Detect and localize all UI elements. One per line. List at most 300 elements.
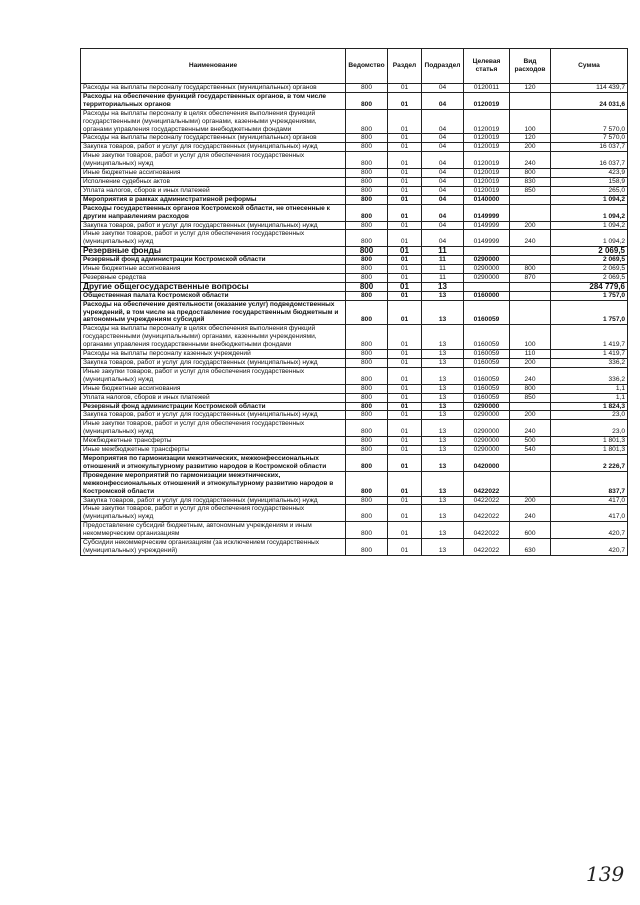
row-dept-cell: 800 (346, 325, 388, 350)
row-name-cell: Резервные средства (81, 273, 346, 282)
row-dept-cell: 800 (346, 256, 388, 265)
table-row (81, 471, 628, 496)
row-section-cell: 01 (388, 359, 422, 368)
row-target-cell: 0290000 (464, 420, 510, 437)
row-exptype-cell: 200 (510, 143, 551, 152)
row-name-cell: Резервный фонд администрации Костромской области (81, 256, 346, 265)
row-name-cell: Уплата налогов, сборов и иных платежей (81, 393, 346, 402)
table-row (81, 247, 628, 256)
row-name-cell: Закупка товаров, работ и услуг для государственных (муниципальных) нужд (81, 359, 346, 368)
row-sum-cell: 1 419,7 (551, 325, 628, 350)
row-exptype-cell: 630 (510, 539, 551, 556)
row-section-cell: 01 (388, 420, 422, 437)
row-exptype-cell: 100 (510, 109, 551, 134)
row-subsection-cell: 13 (422, 420, 464, 437)
row-subsection-cell: 04 (422, 221, 464, 230)
row-exptype-cell (510, 454, 551, 471)
row-name-cell: Мероприятия по гармонизации межэтнических, межконфессиональных отношений и этнокультурному развитию народов в Костромской области (81, 454, 346, 471)
row-target-cell: 0290000 (464, 256, 510, 265)
row-sum-cell: 114 439,7 (551, 84, 628, 93)
row-section-cell: 01 (388, 169, 422, 178)
table-row (81, 134, 628, 143)
row-dept-cell: 800 (346, 177, 388, 186)
row-exptype-cell: 200 (510, 359, 551, 368)
row-dept-cell: 800 (346, 420, 388, 437)
row-name-cell: Расходы на выплаты персоналу в целях обеспечения выполнения функций государственными (муниципальными) органами, казенными учреждениями, органами управления государственными внебюджетными фондами (81, 325, 346, 350)
table-row (81, 367, 628, 384)
row-dept-cell: 800 (346, 186, 388, 195)
table-row (81, 539, 628, 556)
row-section-cell: 01 (388, 256, 422, 265)
row-exptype-cell: 110 (510, 350, 551, 359)
row-sum-cell: 2 069,5 (551, 273, 628, 282)
row-exptype-cell: 800 (510, 384, 551, 393)
table-row (81, 505, 628, 522)
row-sum-cell: 1 094,2 (551, 204, 628, 221)
row-sum-cell: 7 570,0 (551, 109, 628, 134)
row-section-cell: 01 (388, 273, 422, 282)
row-exptype-cell (510, 291, 551, 300)
table-row (81, 282, 628, 291)
row-sum-cell: 336,2 (551, 359, 628, 368)
table-row (81, 230, 628, 247)
row-dept-cell: 800 (346, 437, 388, 446)
row-name-cell: Закупка товаров, работ и услуг для государственных (муниципальных) нужд (81, 496, 346, 505)
row-dept-cell: 800 (346, 221, 388, 230)
row-dept-cell: 800 (346, 522, 388, 539)
row-sum-cell: 423,9 (551, 169, 628, 178)
row-name-cell: Иные закупки товаров, работ и услуг для обеспечения государственных (муниципальных) нужд (81, 230, 346, 247)
row-name-cell: Иные бюджетные ассигнования (81, 384, 346, 393)
row-sum-cell: 2 069,5 (551, 247, 628, 256)
row-dept-cell: 800 (346, 84, 388, 93)
table-row (81, 84, 628, 93)
row-section-cell: 01 (388, 186, 422, 195)
row-target-cell: 0160059 (464, 384, 510, 393)
row-section-cell: 01 (388, 300, 422, 325)
row-subsection-cell: 11 (422, 256, 464, 265)
row-target-cell: 0120019 (464, 143, 510, 152)
row-sum-cell: 23,0 (551, 411, 628, 420)
table-body (81, 84, 628, 556)
row-exptype-cell: 120 (510, 134, 551, 143)
page-number: 139 (586, 862, 625, 886)
row-exptype-cell (510, 92, 551, 109)
row-target-cell: 0120019 (464, 134, 510, 143)
table-row (81, 143, 628, 152)
row-subsection-cell: 13 (422, 454, 464, 471)
header-section: Раздел (388, 49, 422, 84)
row-sum-cell: 417,0 (551, 496, 628, 505)
row-subsection-cell: 13 (422, 359, 464, 368)
row-section-cell: 01 (388, 282, 422, 291)
row-section-cell: 01 (388, 393, 422, 402)
row-subsection-cell: 04 (422, 230, 464, 247)
row-name-cell: Закупка товаров, работ и услуг для государственных (муниципальных) нужд (81, 143, 346, 152)
row-target-cell: 0160059 (464, 393, 510, 402)
row-dept-cell: 800 (346, 230, 388, 247)
row-name-cell: Резервный фонд администрации Костромской области (81, 402, 346, 411)
row-name-cell: Предоставление субсидий бюджетным, автономным учреждениям и иным некоммерческим организациям (81, 522, 346, 539)
row-section-cell: 01 (388, 247, 422, 256)
row-exptype-cell: 830 (510, 177, 551, 186)
row-section-cell: 01 (388, 325, 422, 350)
row-target-cell: 0120019 (464, 92, 510, 109)
table-row (81, 186, 628, 195)
row-target-cell: 0290000 (464, 265, 510, 274)
row-sum-cell: 265,0 (551, 186, 628, 195)
table-row (81, 256, 628, 265)
row-name-cell: Уплата налогов, сборов и иных платежей (81, 186, 346, 195)
row-sum-cell: 1 801,3 (551, 437, 628, 446)
row-subsection-cell: 04 (422, 109, 464, 134)
row-sum-cell: 417,0 (551, 505, 628, 522)
row-exptype-cell: 200 (510, 411, 551, 420)
table-row (81, 496, 628, 505)
row-subsection-cell: 13 (422, 402, 464, 411)
row-target-cell: 0422022 (464, 505, 510, 522)
row-name-cell: Иные закупки товаров, работ и услуг для обеспечения государственных (муниципальных) нужд (81, 367, 346, 384)
row-name-cell: Субсидии некоммерческим организациям (за исключением государственных (муниципальных) учреждений) (81, 539, 346, 556)
row-dept-cell: 800 (346, 539, 388, 556)
row-dept-cell: 800 (346, 384, 388, 393)
row-name-cell: Резервные фонды (81, 247, 346, 256)
row-exptype-cell (510, 282, 551, 291)
row-exptype-cell: 240 (510, 367, 551, 384)
row-sum-cell: 2 069,5 (551, 265, 628, 274)
row-sum-cell: 1,1 (551, 384, 628, 393)
row-subsection-cell: 11 (422, 273, 464, 282)
table-row (81, 325, 628, 350)
row-subsection-cell: 11 (422, 265, 464, 274)
table-row (81, 300, 628, 325)
row-name-cell: Иные закупки товаров, работ и услуг для обеспечения государственных (муниципальных) нужд (81, 152, 346, 169)
row-sum-cell: 2 069,5 (551, 256, 628, 265)
row-target-cell: 0140000 (464, 195, 510, 204)
row-target-cell: 0422022 (464, 471, 510, 496)
row-sum-cell: 284 779,6 (551, 282, 628, 291)
row-subsection-cell: 04 (422, 143, 464, 152)
row-target-cell: 0160059 (464, 350, 510, 359)
row-dept-cell: 800 (346, 265, 388, 274)
row-exptype-cell: 540 (510, 446, 551, 455)
row-name-cell: Иные закупки товаров, работ и услуг для обеспечения государственных (муниципальных) нужд (81, 505, 346, 522)
row-name-cell: Закупка товаров, работ и услуг для государственных (муниципальных) нужд (81, 411, 346, 420)
row-sum-cell: 420,7 (551, 539, 628, 556)
header-sum: Сумма (551, 49, 628, 84)
row-dept-cell: 800 (346, 204, 388, 221)
budget-sheet (80, 48, 627, 556)
table-row (81, 446, 628, 455)
row-dept-cell: 800 (346, 92, 388, 109)
row-name-cell: Межбюджетные трансферты (81, 437, 346, 446)
row-subsection-cell: 04 (422, 177, 464, 186)
header-row (81, 49, 628, 84)
row-subsection-cell: 04 (422, 84, 464, 93)
table-row (81, 177, 628, 186)
row-sum-cell: 16 037,7 (551, 152, 628, 169)
row-subsection-cell: 13 (422, 522, 464, 539)
row-section-cell: 01 (388, 221, 422, 230)
row-dept-cell: 800 (346, 282, 388, 291)
row-name-cell: Расходы на выплаты персоналу государственных (муниципальных) органов (81, 84, 346, 93)
row-exptype-cell: 240 (510, 505, 551, 522)
row-exptype-cell (510, 256, 551, 265)
row-dept-cell: 800 (346, 411, 388, 420)
row-subsection-cell: 13 (422, 496, 464, 505)
row-dept-cell: 800 (346, 359, 388, 368)
table-row (81, 420, 628, 437)
row-dept-cell: 800 (346, 393, 388, 402)
table-row (81, 402, 628, 411)
row-dept-cell: 800 (346, 446, 388, 455)
header-target: Целевая статья (464, 49, 510, 84)
row-exptype-cell: 600 (510, 522, 551, 539)
row-sum-cell: 158,9 (551, 177, 628, 186)
row-target-cell: 0160059 (464, 300, 510, 325)
row-subsection-cell: 04 (422, 134, 464, 143)
row-section-cell: 01 (388, 446, 422, 455)
row-sum-cell: 2 226,7 (551, 454, 628, 471)
row-section-cell: 01 (388, 522, 422, 539)
table-row (81, 411, 628, 420)
row-target-cell: 0120019 (464, 186, 510, 195)
row-section-cell: 01 (388, 437, 422, 446)
row-dept-cell: 800 (346, 454, 388, 471)
row-exptype-cell: 200 (510, 496, 551, 505)
row-exptype-cell: 240 (510, 230, 551, 247)
table-row (81, 204, 628, 221)
row-sum-cell: 1 094,2 (551, 221, 628, 230)
table-row (81, 92, 628, 109)
row-dept-cell: 800 (346, 496, 388, 505)
row-dept-cell: 800 (346, 367, 388, 384)
row-name-cell: Проведение мероприятий по гармонизации межэтнических, межконфессиональных отношений и этнокультурному развитию народов в Костромской области (81, 471, 346, 496)
row-name-cell: Исполнение судебных актов (81, 177, 346, 186)
row-target-cell (464, 282, 510, 291)
row-name-cell: Иные межбюджетные трансферты (81, 446, 346, 455)
row-dept-cell: 800 (346, 471, 388, 496)
row-dept-cell: 800 (346, 143, 388, 152)
row-subsection-cell: 13 (422, 300, 464, 325)
row-target-cell: 0420000 (464, 454, 510, 471)
row-dept-cell: 800 (346, 300, 388, 325)
table-row (81, 291, 628, 300)
row-sum-cell: 1 419,7 (551, 350, 628, 359)
row-target-cell: 0160059 (464, 359, 510, 368)
row-dept-cell: 800 (346, 247, 388, 256)
row-dept-cell: 800 (346, 273, 388, 282)
row-target-cell: 0290000 (464, 446, 510, 455)
row-subsection-cell: 13 (422, 350, 464, 359)
row-section-cell: 01 (388, 195, 422, 204)
header-exptype: Вид расходов (510, 49, 551, 84)
row-exptype-cell: 240 (510, 152, 551, 169)
row-exptype-cell (510, 204, 551, 221)
table-row (81, 393, 628, 402)
table-row (81, 152, 628, 169)
row-target-cell: 0120011 (464, 84, 510, 93)
row-name-cell: Расходы на обеспечение функций государственных органов, в том числе территориальных органов (81, 92, 346, 109)
row-exptype-cell: 800 (510, 265, 551, 274)
row-section-cell: 01 (388, 230, 422, 247)
row-target-cell: 0149999 (464, 230, 510, 247)
row-dept-cell: 800 (346, 169, 388, 178)
row-target-cell: 0290000 (464, 437, 510, 446)
row-sum-cell: 336,2 (551, 367, 628, 384)
row-target-cell (464, 247, 510, 256)
table-row (81, 522, 628, 539)
row-exptype-cell (510, 300, 551, 325)
row-exptype-cell: 870 (510, 273, 551, 282)
row-target-cell: 0149999 (464, 221, 510, 230)
row-exptype-cell (510, 195, 551, 204)
row-name-cell: Иные бюджетные ассигнования (81, 169, 346, 178)
row-exptype-cell (510, 402, 551, 411)
header-name: Наименование (81, 49, 346, 84)
row-subsection-cell: 11 (422, 247, 464, 256)
row-section-cell: 01 (388, 109, 422, 134)
row-subsection-cell: 04 (422, 204, 464, 221)
row-sum-cell: 1 094,2 (551, 230, 628, 247)
row-target-cell: 0120019 (464, 177, 510, 186)
row-dept-cell: 800 (346, 152, 388, 169)
table-row (81, 265, 628, 274)
table-row (81, 437, 628, 446)
row-section-cell: 01 (388, 177, 422, 186)
row-section-cell: 01 (388, 402, 422, 411)
row-target-cell: 0160000 (464, 291, 510, 300)
row-section-cell: 01 (388, 152, 422, 169)
table-row (81, 359, 628, 368)
row-exptype-cell: 120 (510, 84, 551, 93)
header-subsection: Подраздел (422, 49, 464, 84)
row-exptype-cell: 240 (510, 420, 551, 437)
row-exptype-cell: 200 (510, 221, 551, 230)
row-name-cell: Другие общегосударственные вопросы (81, 282, 346, 291)
row-exptype-cell: 800 (510, 169, 551, 178)
row-dept-cell: 800 (346, 109, 388, 134)
row-dept-cell: 800 (346, 134, 388, 143)
budget-table (80, 48, 628, 556)
row-subsection-cell: 13 (422, 446, 464, 455)
table-row (81, 221, 628, 230)
row-target-cell: 0149999 (464, 204, 510, 221)
row-sum-cell: 16 037,7 (551, 143, 628, 152)
row-target-cell: 0120019 (464, 152, 510, 169)
row-target-cell: 0120019 (464, 109, 510, 134)
row-section-cell: 01 (388, 367, 422, 384)
row-dept-cell: 800 (346, 402, 388, 411)
row-exptype-cell: 100 (510, 325, 551, 350)
row-target-cell: 0160059 (464, 325, 510, 350)
row-subsection-cell: 13 (422, 411, 464, 420)
row-sum-cell: 1 757,0 (551, 300, 628, 325)
row-subsection-cell: 13 (422, 325, 464, 350)
row-subsection-cell: 13 (422, 505, 464, 522)
row-target-cell: 0120019 (464, 169, 510, 178)
row-target-cell: 0290000 (464, 411, 510, 420)
row-exptype-cell: 850 (510, 393, 551, 402)
row-section-cell: 01 (388, 350, 422, 359)
row-section-cell: 01 (388, 471, 422, 496)
row-sum-cell: 23,0 (551, 420, 628, 437)
row-sum-cell: 24 031,6 (551, 92, 628, 109)
row-sum-cell: 837,7 (551, 471, 628, 496)
row-subsection-cell: 13 (422, 437, 464, 446)
row-name-cell: Мероприятия в рамках административной реформы (81, 195, 346, 204)
row-subsection-cell: 04 (422, 169, 464, 178)
row-section-cell: 01 (388, 505, 422, 522)
row-section-cell: 01 (388, 291, 422, 300)
row-subsection-cell: 04 (422, 195, 464, 204)
row-target-cell: 0422022 (464, 496, 510, 505)
row-exptype-cell: 850 (510, 186, 551, 195)
row-name-cell: Расходы на выплаты персоналу в целях обеспечения выполнения функций государственными (муниципальными) органами, казенными учреждениями, органами управления государственными внебюджетными фондами (81, 109, 346, 134)
row-name-cell: Расходы на выплаты персоналу государственных (муниципальных) органов (81, 134, 346, 143)
row-sum-cell: 1 801,3 (551, 446, 628, 455)
row-subsection-cell: 13 (422, 291, 464, 300)
row-subsection-cell: 13 (422, 539, 464, 556)
row-sum-cell: 7 570,0 (551, 134, 628, 143)
row-subsection-cell: 13 (422, 393, 464, 402)
row-name-cell: Общественная палата Костромской области (81, 291, 346, 300)
row-sum-cell: 1 094,2 (551, 195, 628, 204)
row-subsection-cell: 13 (422, 471, 464, 496)
row-sum-cell: 1,1 (551, 393, 628, 402)
row-sum-cell: 420,7 (551, 522, 628, 539)
row-exptype-cell: 500 (510, 437, 551, 446)
row-name-cell: Расходы на обеспечение деятельности (оказание услуг) подведомственных учреждений, в том числе на предоставление государственным бюджетным и автономным учреждениям субсидий (81, 300, 346, 325)
row-name-cell: Закупка товаров, работ и услуг для государственных (муниципальных) нужд (81, 221, 346, 230)
row-subsection-cell: 04 (422, 186, 464, 195)
row-subsection-cell: 13 (422, 367, 464, 384)
header-dept: Ведомство (346, 49, 388, 84)
row-section-cell: 01 (388, 84, 422, 93)
row-section-cell: 01 (388, 134, 422, 143)
row-name-cell: Расходы на выплаты персоналу казенных учреждений (81, 350, 346, 359)
row-section-cell: 01 (388, 204, 422, 221)
row-section-cell: 01 (388, 496, 422, 505)
table-row (81, 169, 628, 178)
row-exptype-cell (510, 247, 551, 256)
row-section-cell: 01 (388, 454, 422, 471)
row-name-cell: Расходы государственных органов Костромской области, не отнесенные к другим направлениям расходов (81, 204, 346, 221)
row-sum-cell: 1 757,0 (551, 291, 628, 300)
row-target-cell: 0422022 (464, 522, 510, 539)
row-name-cell: Иные бюджетные ассигнования (81, 265, 346, 274)
row-section-cell: 01 (388, 265, 422, 274)
row-section-cell: 01 (388, 92, 422, 109)
row-section-cell: 01 (388, 411, 422, 420)
row-subsection-cell: 13 (422, 282, 464, 291)
row-target-cell: 0290000 (464, 273, 510, 282)
row-subsection-cell: 13 (422, 384, 464, 393)
row-sum-cell: 1 824,3 (551, 402, 628, 411)
row-target-cell: 0290000 (464, 402, 510, 411)
row-section-cell: 01 (388, 143, 422, 152)
row-target-cell: 0422022 (464, 539, 510, 556)
row-name-cell: Иные закупки товаров, работ и услуг для обеспечения государственных (муниципальных) нужд (81, 420, 346, 437)
row-dept-cell: 800 (346, 505, 388, 522)
table-row (81, 109, 628, 134)
row-section-cell: 01 (388, 384, 422, 393)
row-exptype-cell (510, 471, 551, 496)
row-target-cell: 0160059 (464, 367, 510, 384)
row-subsection-cell: 04 (422, 92, 464, 109)
table-row (81, 350, 628, 359)
row-dept-cell: 800 (346, 350, 388, 359)
